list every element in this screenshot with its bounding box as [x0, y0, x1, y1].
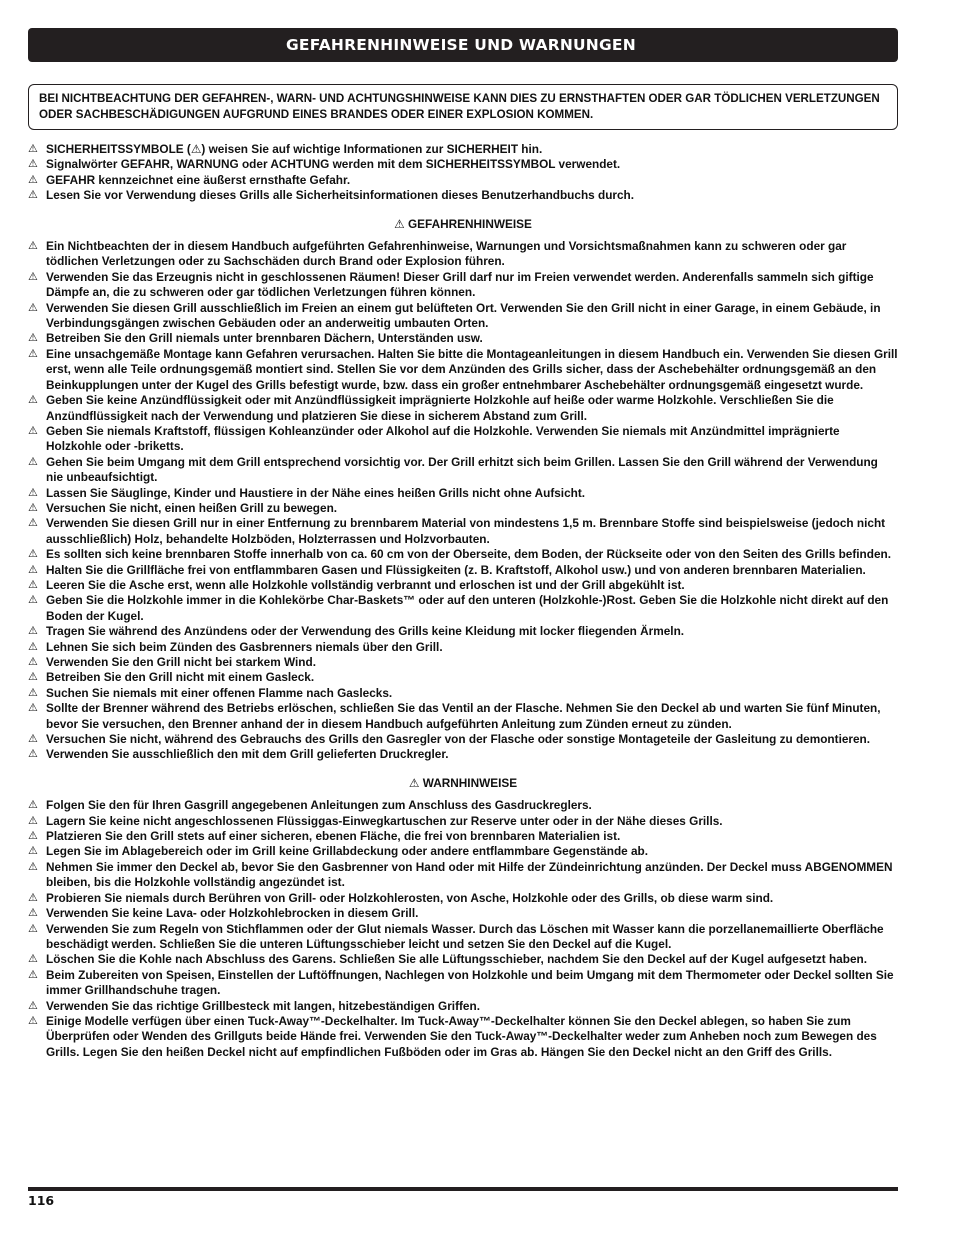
danger-item: ⚠ Verwenden Sie ausschließlich den mit dem Grill gelieferten Druckregler.	[28, 747, 449, 762]
warning-triangle-icon: ⚠	[28, 517, 38, 530]
warning-item: ⚠ Legen Sie im Ablagebereich oder im Grill keine Grillabdeckung oder andere entflammbare Gegenstände ab.	[28, 844, 649, 859]
warning-item: ⚠ Verwenden Sie zum Regeln von Stichflammen oder der Glut niemals Wasser. Durch das Löschen mit Wasser kann die porzellanemaillierte Oberfläche beschädigt werden. Schließen Sie die unteren Lüftungsschieber leicht und setzen Sie den Deckel auf die Kugel.	[28, 921, 884, 951]
warning-item: ⚠ Platzieren Sie den Grill stets auf einer sicheren, ebenen Fläche, die frei von brennbaren Materialien ist.	[28, 829, 621, 844]
intro-item: ⚠ GEFAHR kennzeichnet eine äußerst ernsthafte Gefahr.	[28, 172, 351, 187]
intro-list	[28, 142, 898, 204]
manual-page	[28, 28, 898, 1060]
danger-item: ⚠ Geben Sie keine Anzündflüssigkeit oder mit Anzündflüssigkeit imprägnierte Holzkohle auf heiße oder warme Holzkohle. Verschließen Sie die Anzündflüssigkeit nach der Verwendung und platzieren Sie diese in sicherem Abstand zum Grill.	[28, 393, 834, 423]
danger-item: ⚠ Betreiben Sie den Grill niemals unter brennbaren Dächern, Unterständen usw.	[28, 331, 483, 346]
warning-triangle-icon: ⚠	[28, 999, 38, 1012]
warning-triangle-icon: ⚠	[28, 907, 38, 920]
section-title: GEFAHRENHINWEISE UND WARNUNGEN	[286, 36, 636, 54]
warning-triangle-icon: ⚠	[28, 240, 38, 253]
warning-triangle-icon: ⚠	[28, 860, 38, 873]
warning-item: ⚠ Folgen Sie den für Ihren Gasgrill angegebenen Anleitungen zum Anschluss des Gasdruckreglers.	[28, 798, 592, 813]
warning-triangle-icon: ⚠	[28, 424, 38, 437]
warning-item: ⚠ Verwenden Sie das richtige Grillbesteck mit langen, hitzebeständigen Griffen.	[28, 998, 480, 1013]
danger-item: ⚠ Tragen Sie während des Anzündens oder der Verwendung des Grills keine Kleidung mit locker fliegenden Ärmeln.	[28, 624, 685, 639]
danger-item: ⚠ Geben Sie die Holzkohle immer in die Kohlekörbe Char-Baskets™ oder auf den unteren (Holzkohle-)Rost. Geben Sie die Holzkohle nicht direkt auf den Boden der Kugel.	[28, 593, 889, 623]
intro-item: ⚠ Signalwörter GEFAHR, WARNUNG oder ACHTUNG werden mit dem SICHERHEITSSYMBOL verwendet.	[28, 157, 621, 172]
warning-triangle-icon: ⚠	[28, 394, 38, 407]
general-warning-box	[28, 84, 898, 130]
warnings-heading: ⚠ WARNHINWEISE	[408, 775, 518, 790]
warning-triangle-icon: ⚠	[28, 733, 38, 746]
warning-item: ⚠ Löschen Sie die Kohle nach Abschluss des Garens. Schließen Sie alle Lüftungsschieber, nachdem Sie den Deckel auf der Kugel aufgesetzt haben.	[28, 952, 867, 967]
warning-triangle-icon: ⚠	[28, 548, 38, 561]
warning-triangle-icon: ⚠	[28, 563, 38, 576]
warning-triangle-icon: ⚠	[28, 748, 38, 761]
warning-triangle-icon: ⚠	[28, 501, 38, 514]
warnings-list	[28, 798, 898, 1060]
intro-item: ⚠ Lesen Sie vor Verwendung dieses Grills alle Sicherheitsinformationen dieses Benutzerhandbuchs durch.	[28, 188, 635, 203]
warning-item: ⚠ Nehmen Sie immer den Deckel ab, bevor Sie den Gasbrenner von Hand oder mit Hilfe der Zündeinrichtung anzünden. Der Deckel muss ABGENOMMEN bleiben, bis die Holzkohle vollständig angezündet ist.	[28, 859, 893, 890]
warning-triangle-icon: ⚠	[28, 455, 38, 468]
danger-heading: ⚠ GEFAHRENHINWEISE	[394, 216, 532, 231]
danger-item: ⚠ Verwenden Sie das Erzeugnis nicht in geschlossenen Räumen! Dieser Grill darf nur im Freien verwendet werden. Anderenfalls sammeln sich giftige Dämpfe an, die zu schweren oder gar tödlichen Verletzungen führen können.	[28, 269, 874, 300]
warning-triangle-icon: ⚠	[28, 686, 38, 699]
danger-item: ⚠ Suchen Sie niemals mit einer offenen Flamme nach Gaslecks.	[28, 685, 393, 700]
warning-triangle-icon: ⚠	[28, 1014, 38, 1027]
warning-triangle-icon: ⚠	[28, 173, 38, 186]
danger-item: ⚠ Versuchen Sie nicht, einen heißen Grill zu bewegen.	[28, 500, 338, 515]
warning-triangle-icon: ⚠	[28, 830, 38, 843]
danger-item: ⚠ Lehnen Sie sich beim Zünden des Gasbrenners niemals über den Grill.	[28, 639, 443, 654]
warning-triangle-icon: ⚠	[28, 332, 38, 345]
danger-item: ⚠ Versuchen Sie nicht, während des Gebrauchs des Grills den Gasregler von der Flasche oder sonstige Montageteile der Gasleitung zu demontieren.	[28, 732, 871, 747]
danger-item: ⚠ Verwenden Sie den Grill nicht bei starkem Wind.	[28, 655, 316, 669]
warning-triangle-icon: ⚠	[28, 270, 38, 283]
danger-item: ⚠ Verwenden Sie diesen Grill ausschließlich im Freien an einem gut belüfteten Ort. Verwenden Sie den Grill nicht in einer Garage, in einem Gebäude, in Verbindungsgängen zwischen Gebäuden oder an anderweitig umbauten Orten.	[28, 300, 881, 331]
warning-triangle-icon: ⚠	[28, 486, 38, 499]
warning-triangle-icon: ⚠	[28, 656, 38, 668]
warning-triangle-icon: ⚠	[28, 578, 38, 591]
general-warning-text: BEI NICHTBEACHTUNG DER GEFAHREN-, WARN- UND ACHTUNGSHINWEISE KANN DIES ZU ERNSTHAFTEN ODER GAR TÖDLICHEN VERLETZUNGEN ODER SACHBESCHÄDIGUNGEN AUFGRUND EINES BRANDES ODER EINER EXPLOSION KOMMEN.	[39, 92, 880, 121]
warning-item: ⚠ Beim Zubereiten von Speisen, Einstellen der Luftöffnungen, Nachlegen von Holzkohle und beim Umgang mit dem Thermometer oder Deckel sollten Sie immer Grillhandschuhe tragen.	[28, 967, 894, 998]
danger-item: ⚠ Betreiben Sie den Grill nicht mit einem Gasleck.	[28, 670, 315, 685]
danger-item: ⚠ Ein Nichtbeachten der in diesem Handbuch aufgeführten Gefahrenhinweise, Warnungen und Vorsichtsmaßnahmen kann zu schweren oder gar tödlichen Verletzungen oder zu Sachschäden durch Brand oder Explosion führen.	[28, 239, 847, 269]
warning-item: ⚠ Verwenden Sie keine Lava- oder Holzkohlebrocken in diesem Grill.	[28, 906, 419, 921]
intro-item: ⚠ SICHERHEITSSYMBOLE (⚠) weisen Sie auf wichtige Informationen zur SICHERHEIT hin.	[28, 142, 543, 156]
warning-triangle-icon: ⚠	[28, 671, 38, 684]
danger-item: ⚠ Halten Sie die Grillfläche frei von entflammbaren Gasen und Flüssigkeiten (z. B. Kraftstoff, Alkohol usw.) und von anderen brennbaren Materialien.	[28, 562, 866, 577]
warning-triangle-icon: ⚠	[28, 891, 38, 904]
danger-item: ⚠ Lassen Sie Säuglinge, Kinder und Haustiere in der Nähe eines heißen Grills nicht ohne Aufsicht.	[28, 485, 586, 500]
warning-item: ⚠ Probieren Sie niemals durch Berühren von Grill- oder Holzkohlerosten, von Asche, Holzkohle oder des Grills, ob diese warm sind.	[28, 890, 774, 905]
warning-triangle-icon: ⚠	[28, 640, 38, 653]
danger-item: ⚠ Verwenden Sie diesen Grill nur in einer Entfernung zu brennbarem Material von mindestens 1,5 m. Brennbare Stoffe sind beispielsweise (jedoch nicht ausschließlich) Holz, behandelte Holzböden, Holzterrassen und Holzvorbauten.	[28, 516, 886, 546]
warning-item: ⚠ Einige Modelle verfügen über einen Tuck-Away™-Deckelhalter. Im Tuck-Away™-Deckelhalter können Sie den Deckel ablegen, so haben Sie zum Überprüfen oder Wenden des Grillguts beide Hände frei. Verwenden Sie den Tuck-Away™-Deckelhalter weder zum Anheben noch zum Bewegen des Grills. Legen Sie den heißen Deckel nicht auf empfindlichen Fußböden oder im Gras ab. Hängen Sie den Deckel nicht an den Griff des Grills.	[28, 1013, 877, 1059]
danger-item: ⚠ Leeren Sie die Asche erst, wenn alle Holzkohle vollständig verbrannt und erloschen ist und der Grill abgekühlt ist.	[28, 577, 685, 592]
danger-item: ⚠ Sollte der Brenner während des Betriebs erlöschen, schließen Sie das Ventil an der Flasche. Nehmen Sie den Deckel ab und warten Sie fünf Minuten, bevor Sie versuchen, den Brenner anhand der in diesem Handbuch aufgeführten Anleitung zum Zünden erneut zu zünden.	[28, 701, 881, 731]
warning-item: ⚠ Lagern Sie keine nicht angeschlossenen Flüssiggas-Einwegkartuschen zur Reserve unter oder in der Nähe dieses Grills.	[28, 813, 723, 828]
warning-triangle-icon: ⚠	[28, 953, 38, 966]
page-number: 116	[28, 1193, 55, 1208]
warning-triangle-icon: ⚠	[28, 625, 38, 638]
danger-item: ⚠ Eine unsachgemäße Montage kann Gefahren verursachen. Halten Sie bitte die Montageanleitungen in diesem Handbuch ein. Verwenden Sie diesen Grill erst, wenn alle Teile ordnungsgemäß montiert sind. Stellen Sie vor dem Anzünden des Grills sicher, dass der Aschebehälter ordnungsgemäß an den Beinkupplungen unter der Kugel des Grills befestigt wurde, bzw. dass ein großer entnehmbarer Aschebehälter ordnungsgemäß eingesetzt wurde.	[28, 346, 898, 392]
warning-triangle-icon: ⚠	[28, 143, 38, 155]
warning-triangle-icon: ⚠	[28, 301, 38, 314]
warning-triangle-icon: ⚠	[28, 594, 38, 607]
danger-item: ⚠ Geben Sie niemals Kraftstoff, flüssigen Kohleanzünder oder Alkohol auf die Holzkohle. Verwenden Sie niemals mit Anzündmittel imprägnierte Holzkohle oder -briketts.	[28, 423, 840, 454]
warning-triangle-icon: ⚠	[28, 922, 38, 935]
warning-triangle-icon: ⚠	[28, 189, 38, 202]
warning-triangle-icon: ⚠	[28, 702, 38, 715]
warning-triangle-icon: ⚠	[28, 799, 38, 812]
section-header-bar	[28, 28, 898, 62]
danger-list	[28, 239, 898, 763]
warning-triangle-icon: ⚠	[28, 158, 38, 171]
warning-triangle-icon: ⚠	[28, 968, 38, 981]
warning-triangle-icon: ⚠	[28, 845, 38, 858]
warning-triangle-icon: ⚠	[28, 347, 38, 360]
warning-triangle-icon: ⚠	[28, 814, 38, 827]
danger-item: ⚠ Gehen Sie beim Umgang mit dem Grill entsprechend vorsichtig vor. Der Grill erhitzt sich beim Grillen. Lassen Sie den Grill während der Verwendung nie unbeaufsichtigt.	[28, 454, 878, 485]
footer-rule	[28, 1187, 898, 1191]
danger-item: ⚠ Es sollten sich keine brennbaren Stoffe innerhalb von ca. 60 cm von der Oberseite, dem Boden, der Rückseite oder von den Seiten des Grills befinden.	[28, 547, 892, 562]
